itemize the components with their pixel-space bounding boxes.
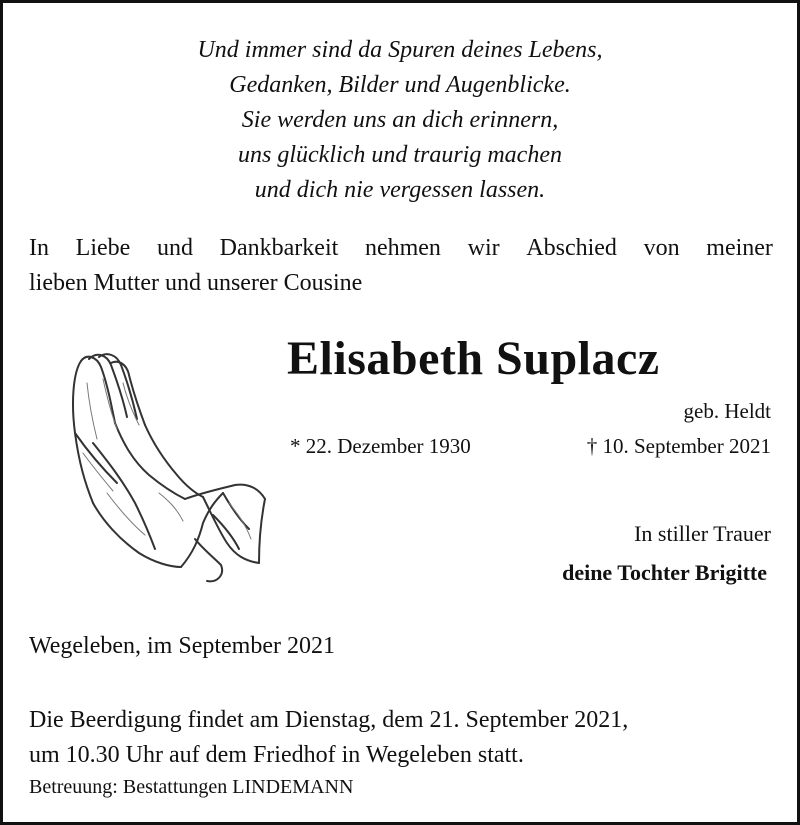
death-date: † 10. September 2021 [586,434,771,458]
poem-line: uns glücklich und traurig machen [238,142,562,168]
funeral-line: Die Beerdigung findet am Dienstag, dem 21. September 2021, [29,707,629,733]
poem [3,33,797,208]
funeral-line: um 10.30 Uhr auf dem Friedhof in Wegeleben statt. [29,742,524,768]
deceased-name: Elisabeth Suplacz [287,332,660,385]
intro-word: In [29,235,49,261]
intro-line-2: lieben Mutter und unserer Cousine [29,270,363,296]
praying-hands-icon [63,343,273,593]
life-dates [290,434,771,459]
intro-word: Liebe [75,235,131,261]
place-date: Wegeleben, im September 2021 [29,633,335,659]
undertaker: Betreuung: Bestattungen LINDEMANN [29,776,354,798]
birth-date: * 22. Dezember 1930 [290,434,471,458]
intro-line-1 [29,231,773,266]
intro-word: nehmen [364,235,441,261]
funeral-info [29,703,773,773]
intro-word: Abschied [526,235,617,261]
intro-word: und [156,235,193,261]
intro-word: Dankbarkeit [219,235,339,261]
poem-line: Und immer sind da Spuren deines Lebens, [197,37,603,63]
poem-line: Gedanken, Bilder und Augenblicke. [229,72,571,98]
poem-line: Sie werden uns an dich erinnern, [241,107,559,133]
mourning-line: In stiller Trauer [634,521,771,546]
intro-word: meiner [706,235,773,261]
mourner-name: deine Tochter Brigitte [562,560,767,585]
intro-word: wir [467,235,500,261]
poem-line: und dich nie vergessen lassen. [254,177,546,203]
maiden-name: geb. Heldt [683,399,771,423]
intro-word: von [643,235,680,261]
intro-text [29,231,773,301]
